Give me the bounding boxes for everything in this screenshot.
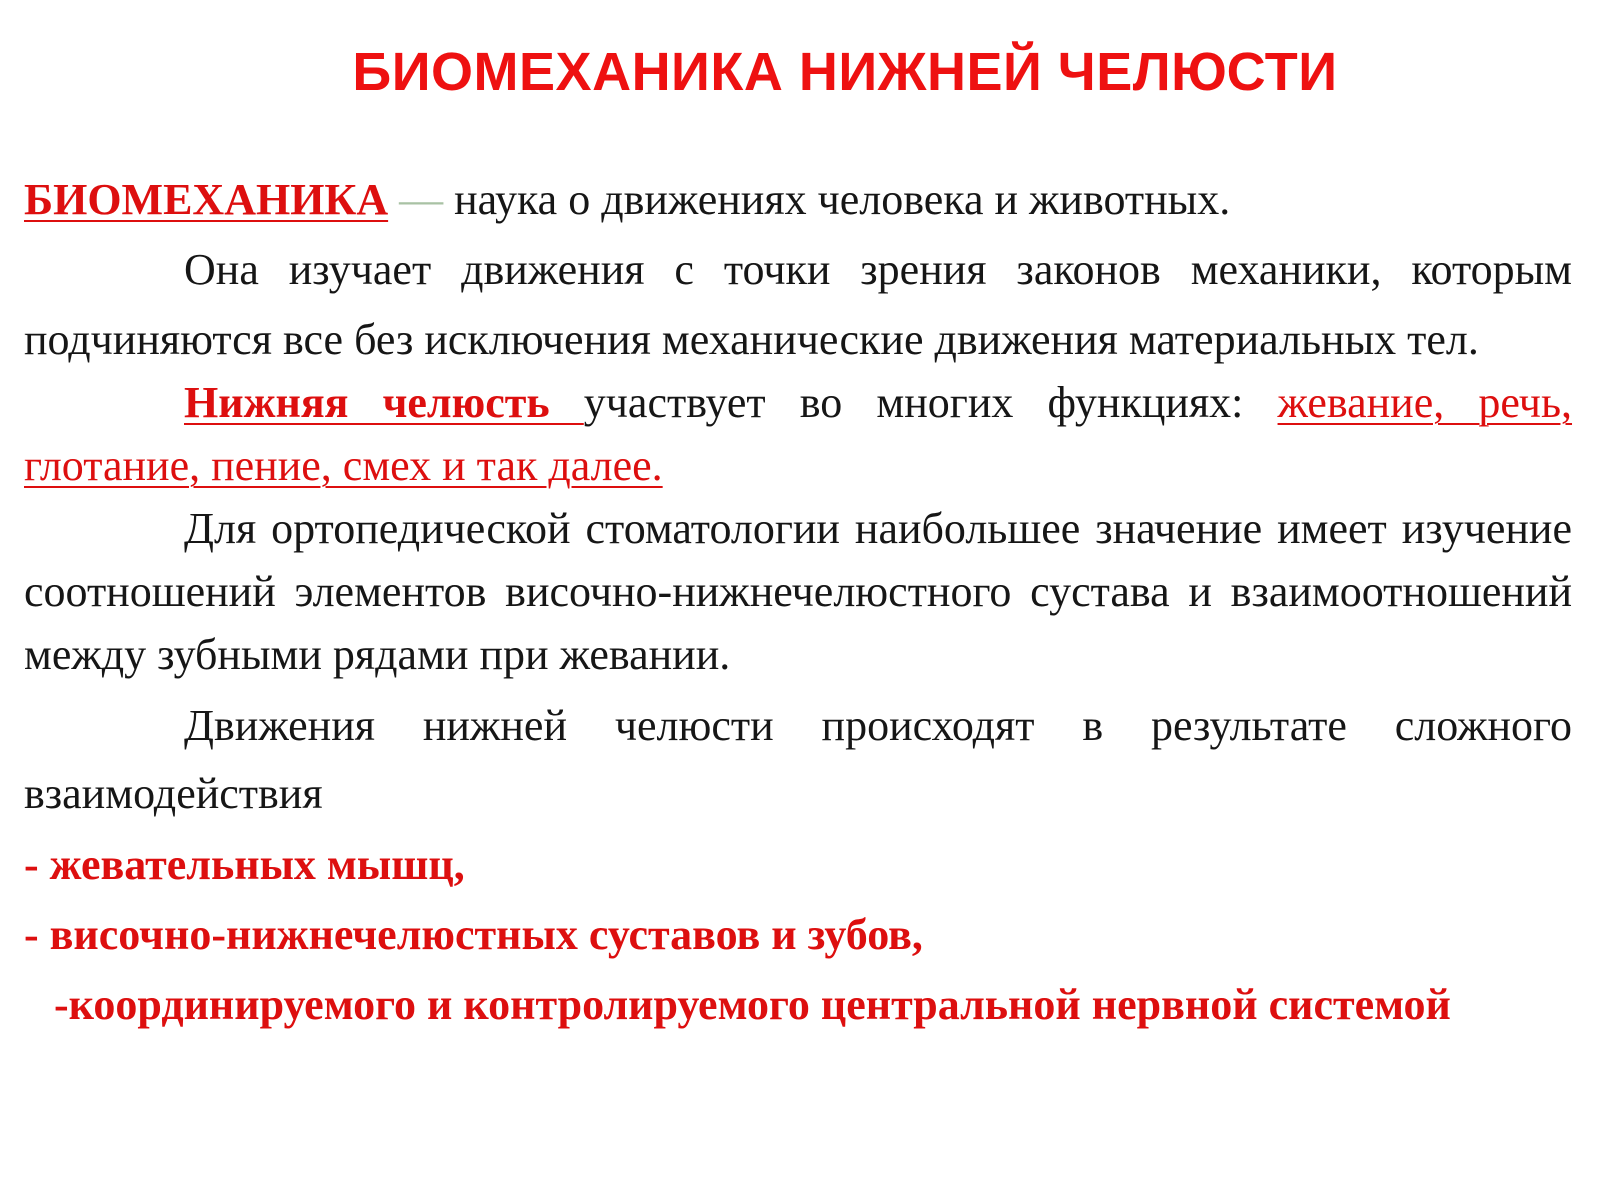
functions-subject: Нижняя челюсть bbox=[184, 378, 584, 427]
mechanics-paragraph: Она изучает движения с точки зрения законов механики, которым подчиняются все без исключения механические движения материальных тел. bbox=[24, 245, 1572, 364]
slide-body bbox=[24, 165, 1572, 1040]
definition-paragraph bbox=[24, 165, 1572, 235]
slide-title: БИОМЕХАНИКА НИЖНЕЙ ЧЕЛЮСТИ bbox=[352, 42, 1338, 102]
list-item: - жевательных мышц, bbox=[24, 840, 465, 889]
functions-list: жевание, речь, глотание, пение, смех и так далее. bbox=[24, 378, 1573, 490]
functions-text: участвует во многих функциях: bbox=[583, 378, 1278, 427]
list-item: -координируемого и контролируемого центральной нервной системой bbox=[54, 980, 1451, 1029]
definition-term: БИОМЕХАНИКА bbox=[24, 175, 389, 224]
orthopedic-paragraph: Для ортопедической стоматологии наибольшее значение имеет изучение соотношений элементов височно-нижнечелюстного сустава и взаимоотношений между зубными рядами при жевании. bbox=[24, 504, 1572, 679]
definition-dash: — bbox=[399, 175, 444, 224]
movements-paragraph: Движения нижней челюсти происходят в результате сложного взаимодействия bbox=[24, 701, 1572, 818]
list-item: - височно-нижнечелюстных суставов и зубов, bbox=[24, 910, 923, 959]
functions-paragraph bbox=[24, 371, 1572, 497]
definition-text: наука о движениях человека и животных. bbox=[443, 175, 1231, 224]
interaction-list bbox=[24, 830, 1572, 1040]
